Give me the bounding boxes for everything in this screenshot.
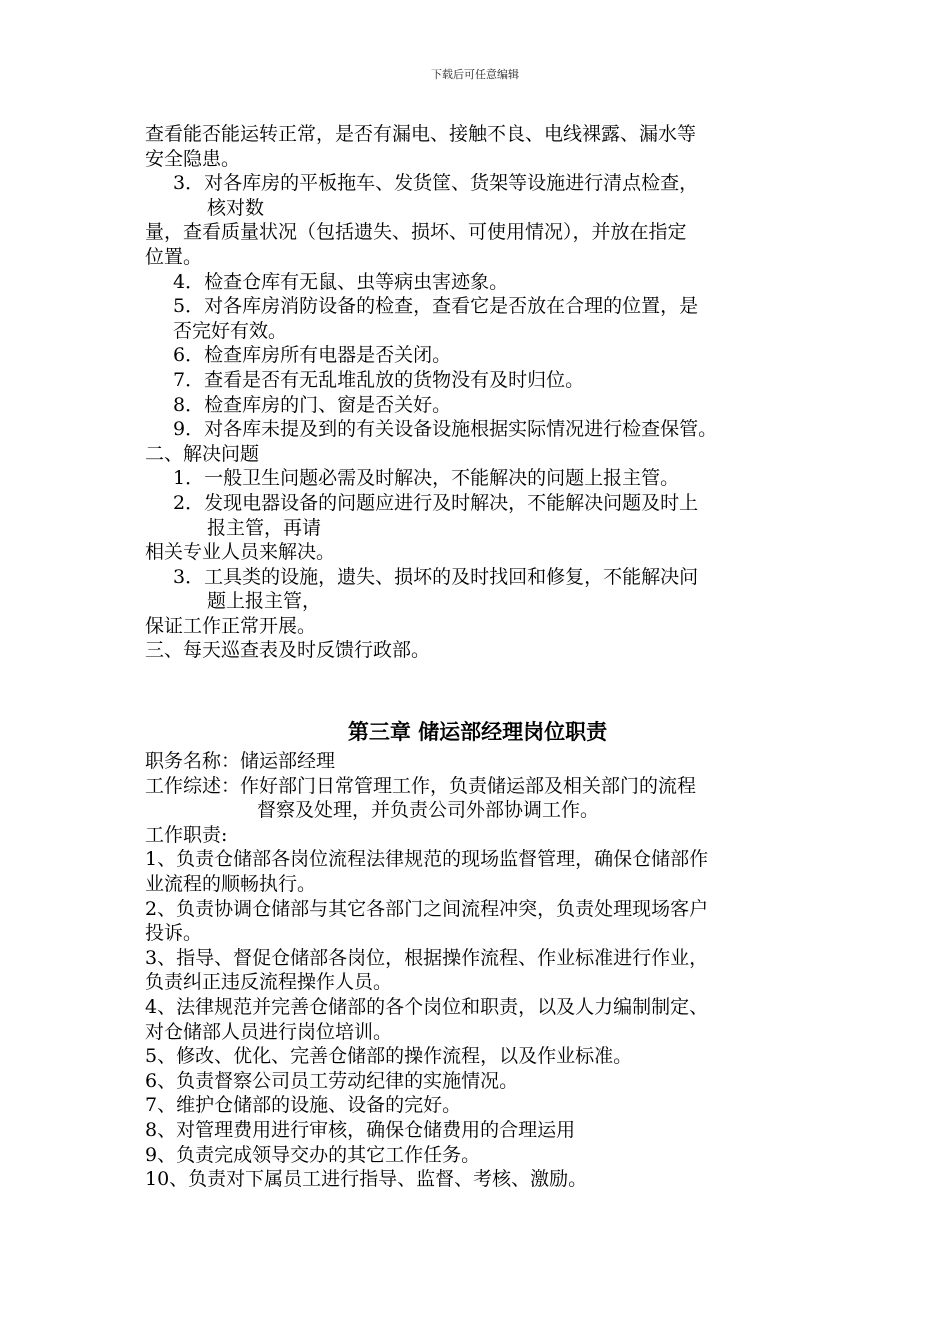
duty-item: 5、修改、优化、完善仓储部的操作流程，以及作业标准。 <box>145 1045 633 1068</box>
duty-item: 3、指导、督促仓储部各岗位，根据操作流程、作业标准进行作业， <box>145 946 709 969</box>
duty-item: 4、法律规范并完善仓储部的各个岗位和职责，以及人力编制制定、 <box>145 996 709 1018</box>
list-item-continuation: 报主管，再请 <box>207 516 322 539</box>
list-item-continuation: 核对数 <box>207 196 265 219</box>
text-line: 位置。 <box>145 245 203 268</box>
list-item: 3．工具类的设施，遗失、损坏的及时找回和修复，不能解决问 <box>173 565 699 588</box>
chapter-title: 第三章 储运部经理岗位职责 <box>347 720 608 745</box>
duty-item-continuation: 负责纠正违反流程操作人员。 <box>145 971 393 994</box>
job-name: 职务名称：储运部经理 <box>145 750 336 773</box>
text-line: 保证工作正常开展。 <box>145 614 317 637</box>
text-line: 量，查看质量状况（包括遗失、损坏、可使用情况），并放在指定 <box>145 221 687 244</box>
list-item: 1．一般卫生问题必需及时解决，不能解决的问题上报主管。 <box>173 467 680 490</box>
text-line: 安全隐患。 <box>145 147 241 170</box>
duty-item: 8、对管理费用进行审核，确保仓储费用的合理运用 <box>145 1118 576 1141</box>
spacer <box>145 663 810 689</box>
list-item: 7．查看是否有无乱堆乱放的货物没有及时归位。 <box>173 368 585 391</box>
section-heading: 二、解决问题 <box>145 442 260 465</box>
duty-item: 10、负责对下属员工进行指导、监督、考核、激励。 <box>145 1168 588 1191</box>
duty-item: 2、负责协调仓储部与其它各部门之间流程冲突，负责处理现场客户 <box>145 897 709 920</box>
list-item: 9．对各库未提及到的有关设备设施根据实际情况进行检查保管。 <box>173 418 718 441</box>
duty-item: 7、维护仓储部的设施、设备的完好。 <box>145 1094 462 1117</box>
list-item: 4．检查仓库有无鼠、虫等病虫害迹象。 <box>173 270 509 293</box>
list-item-continuation: 题上报主管， <box>207 590 322 613</box>
list-item-continuation: 否完好有效。 <box>173 319 288 342</box>
duty-item-continuation: 投诉。 <box>145 922 203 945</box>
job-summary-continuation: 督察及处理，并负责公司外部协调工作。 <box>257 799 600 822</box>
duties-label: 工作职责: <box>145 823 228 846</box>
duty-item: 9、负责完成领导交办的其它工作任务。 <box>145 1143 481 1166</box>
list-item: 8．检查库房的门、窗是否关好。 <box>173 393 452 416</box>
text-line: 查看能否能运转正常，是否有漏电、接触不良、电线裸露、漏水等 <box>145 123 697 145</box>
text-line: 相关专业人员来解决。 <box>145 541 336 564</box>
duty-item: 6、负责督察公司员工劳动纪律的实施情况。 <box>145 1069 519 1092</box>
document-body <box>145 122 810 1192</box>
duty-item-continuation: 对仓储部人员进行岗位培训。 <box>145 1020 393 1043</box>
duty-item: 1、负责仓储部各岗位流程法律规范的现场监督管理，确保仓储部作 <box>145 848 709 871</box>
list-item: 2．发现电器设备的问题应进行及时解决，不能解决问题及时上 <box>173 491 699 514</box>
page-header: 下载后可任意编辑 <box>431 68 519 81</box>
job-summary: 工作综述：作好部门日常管理工作，负责储运部及相关部门的流程 <box>145 774 697 797</box>
list-item: 5．对各库房消防设备的检查，查看它是否放在合理的位置，是 <box>173 295 699 318</box>
section-heading: 三、每天巡查表及时反馈行政部。 <box>145 639 431 662</box>
duty-item-continuation: 业流程的顺畅执行。 <box>145 873 317 896</box>
list-item: 6．检查库房所有电器是否关闭。 <box>173 344 452 367</box>
list-item: 3．对各库房的平板拖车、发货筐、货架等设施进行清点检查， <box>173 172 699 195</box>
